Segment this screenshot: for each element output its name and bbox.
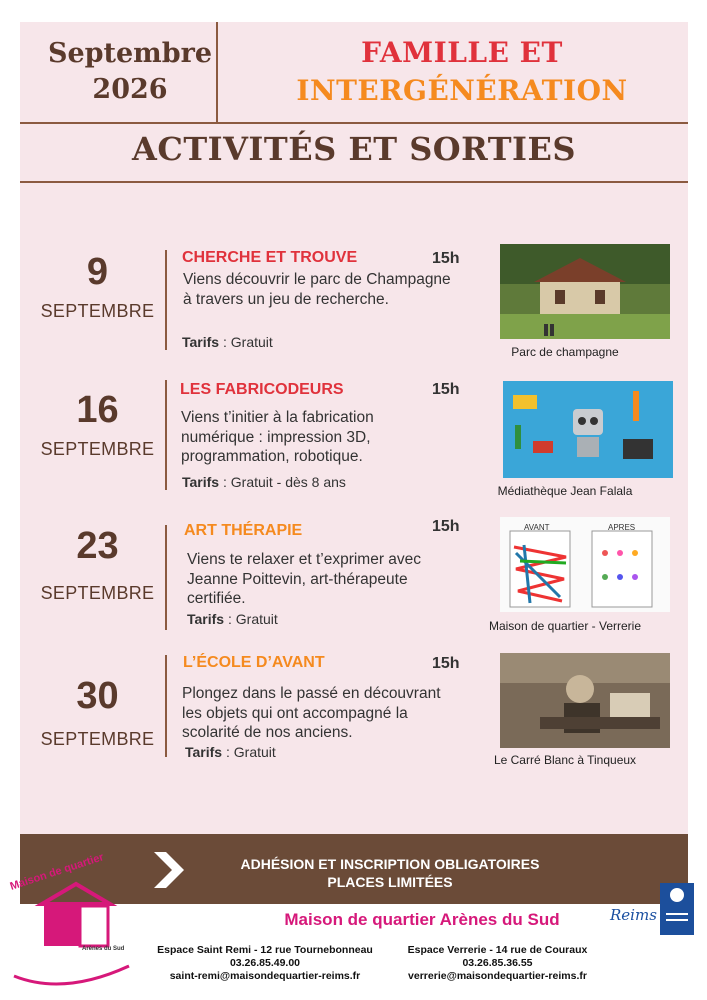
address-saint-remi-email: saint-remi@maisondequartier-reims.fr [169, 970, 361, 982]
event-title: CHERCHE ET TROUVE [182, 249, 358, 266]
fablab-illustration [503, 381, 673, 478]
event-tarifs: Tarifs : Gratuit [187, 611, 278, 627]
event-caption: Médiathèque Jean Falala [497, 484, 633, 498]
event-divider [165, 525, 167, 630]
vintage-school-photo [500, 653, 670, 748]
event-description: Viens découvrir le parc de Champagne à travers un jeu de recherche. [183, 271, 451, 308]
event-day: 16 [76, 389, 119, 431]
event-title: LES FABRICODEURS [180, 381, 344, 398]
event-caption: Maison de quartier - Verrerie [488, 619, 642, 633]
poster-header [20, 22, 688, 122]
section-title: ACTIVITÉS ET SORTIES [132, 130, 576, 168]
header-month: Septembre [47, 38, 213, 69]
address-verrerie [390, 944, 605, 983]
caf-logo [660, 883, 694, 935]
maison-de-quartier-logo [4, 851, 134, 986]
event-tarifs: Tarifs : Gratuit [182, 334, 273, 350]
header-date [40, 36, 220, 108]
registration-text [190, 855, 590, 891]
address-verrerie-street: Espace Verrerie - 14 rue de Couraux [407, 944, 588, 956]
park-photo [500, 244, 670, 339]
event-tarifs: Tarifs : Gratuit [185, 744, 276, 760]
event-divider [165, 655, 167, 757]
header-rule-top [20, 122, 688, 124]
event-time: 15h [432, 518, 460, 535]
address-saint-remi-phone: 03.26.85.49.00 [229, 957, 301, 969]
header-divider [216, 22, 218, 122]
address-verrerie-phone: 03.26.85.36.55 [462, 957, 533, 969]
event-title: ART THÉRAPIE [184, 522, 303, 539]
event-month: SEPTEMBRE [40, 729, 155, 749]
theme-famille: FAMILLE [361, 36, 510, 69]
event-day: 30 [76, 675, 119, 717]
logo-text-top: Maison de quartier [8, 851, 106, 893]
registration-line-2: PLACES LIMITÉES [327, 874, 453, 890]
address-saint-remi [140, 944, 390, 983]
event-caption: Parc de champagne [511, 345, 619, 359]
address-verrerie-email: verrerie@maisondequartier-reims.fr [408, 970, 587, 982]
event-title: L’ÉCOLE D’AVANT [183, 654, 325, 671]
event-month: SEPTEMBRE [40, 439, 155, 459]
event-month: SEPTEMBRE [40, 301, 155, 321]
event-month: SEPTEMBRE [40, 583, 155, 603]
event-description: Viens t’initier à la fabrication numérique : impression 3D, programmation, robotique. [181, 409, 374, 465]
avant-label: AVANT [524, 523, 550, 532]
registration-line-1: ADHÉSION ET INSCRIPTION OBLIGATOIRES [240, 856, 540, 872]
logo-text-bottom: Arènes du Sud [82, 946, 125, 952]
event-description: Plongez dans le passé en découvrant les objets qui ont accompagné la scolarité de nos anciens. [182, 685, 441, 741]
event-caption: Le Carré Blanc à Tinqueux [493, 753, 637, 767]
event-description: Viens te relaxer et t’exprimer avec Jeanne Poittevin, art-thérapeute certifiée. [187, 551, 422, 607]
event-divider [165, 380, 167, 490]
event-divider [165, 250, 167, 350]
header-theme [252, 34, 672, 110]
chevron-right-icon [150, 850, 186, 890]
theme-et: ET [519, 36, 563, 69]
event-time: 15h [432, 381, 460, 398]
art-therapy-image [500, 517, 670, 612]
header-rule-bottom [20, 181, 688, 183]
event-tarifs: Tarifs : Gratuit - dès 8 ans [182, 474, 346, 490]
organization-name: Maison de quartier Arènes du Sud [284, 910, 560, 929]
apres-label: APRES [608, 523, 636, 532]
event-day: 9 [86, 251, 109, 293]
address-saint-remi-street: Espace Saint Remi - 12 rue Tournebonneau [157, 944, 373, 956]
event-time: 15h [432, 250, 460, 267]
event-time: 15h [432, 655, 460, 672]
event-day: 23 [76, 525, 119, 567]
reims-logo: Reims [610, 906, 657, 924]
header-year: 2026 [92, 74, 168, 105]
theme-intergeneration: INTERGÉNÉRATION [296, 74, 628, 107]
